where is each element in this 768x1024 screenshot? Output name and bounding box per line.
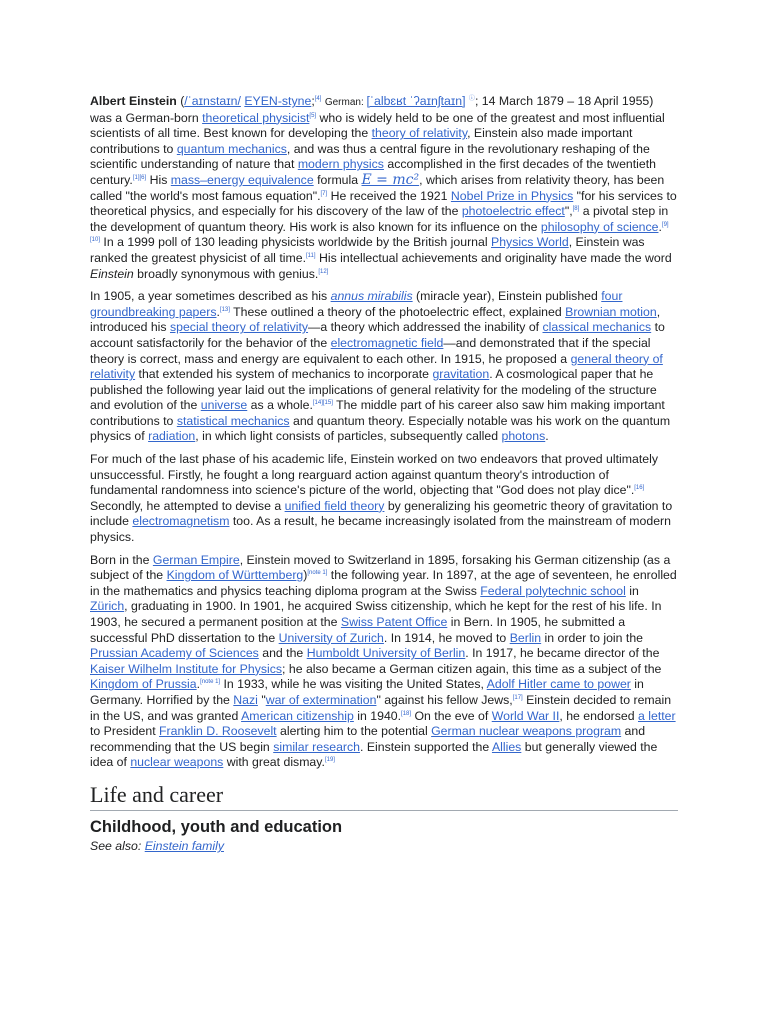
- inline-link[interactable]: American citizenship: [241, 708, 354, 723]
- text-run: In 1933, while he was visiting the United States,: [220, 677, 487, 692]
- inline-link[interactable]: photoelectric effect: [461, 204, 565, 219]
- text-run: in 1940.: [353, 708, 402, 723]
- text-run: , introduced his: [90, 304, 661, 335]
- inline-link[interactable]: statistical mechanics: [176, 413, 290, 428]
- text-run: , graduating in 1900. In 1901, he acquired Swiss citizenship, which he kept for the rest of his life. In 1903, he secured a permanent position at the: [90, 599, 662, 629]
- citation-link[interactable]: [17]: [512, 694, 523, 701]
- text-run: Einstein decided to remain in the US, and was granted: [90, 692, 672, 723]
- article-paragraphs: [90, 94, 678, 771]
- text-run: Secondly, he attempted to devise a: [90, 498, 285, 513]
- inline-link[interactable]: Kingdom of Prussia: [90, 677, 197, 692]
- section-heading: Life and career: [90, 781, 678, 811]
- inline-link[interactable]: theory of relativity: [371, 126, 468, 141]
- citation-link[interactable]: [12]: [318, 268, 329, 275]
- inline-link[interactable]: Swiss Patent Office: [340, 615, 448, 629]
- inline-link[interactable]: annus mirabilis: [330, 289, 413, 304]
- inline-link[interactable]: a letter: [638, 708, 676, 723]
- text-run: . Einstein supported the: [359, 739, 492, 754]
- text-run: to account satisfactorily for the behavior of the: [90, 320, 665, 350]
- text-run: His intellectual achievements and originality have made the word: [315, 250, 672, 265]
- citation-link[interactable]: [9][10]: [90, 221, 669, 244]
- text-run: , he endorsed: [559, 708, 638, 723]
- paragraph: [90, 94, 678, 282]
- inline-link[interactable]: Physics World: [491, 235, 569, 250]
- citation-link[interactable]: [4]: [314, 95, 322, 102]
- inline-link[interactable]: Federal polytechnic school: [480, 583, 626, 598]
- citation-link[interactable]: [note 1]: [200, 679, 221, 686]
- text-run: Born in the: [90, 552, 153, 567]
- text-run: .: [545, 429, 549, 444]
- citation-link[interactable]: [11]: [305, 252, 316, 259]
- text-run: the following year. In 1897, at the age of seventeen, he enrolled in the mathematics and physics teaching diploma program at the Swiss: [90, 568, 677, 598]
- text-run: broadly synonymous with genius.: [133, 266, 319, 281]
- text-run: that extended his system of mechanics to incorporate: [135, 367, 433, 382]
- inline-link[interactable]: theoretical physicist: [202, 110, 310, 125]
- citation-link[interactable]: [16]: [634, 485, 645, 492]
- paragraph: [90, 553, 678, 771]
- inline-link[interactable]: Franklin D. Roosevelt: [159, 724, 277, 739]
- text-run: The middle part of his career also saw him making important contributions to: [90, 398, 665, 428]
- text-run: On the eve of: [411, 708, 492, 723]
- inline-link[interactable]: Zürich: [90, 599, 125, 614]
- citation-link[interactable]: [13]: [219, 306, 230, 313]
- text-run: In 1905, a year sometimes described as his: [90, 289, 331, 304]
- text-run: ): [303, 568, 308, 583]
- inline-link[interactable]: Berlin: [509, 630, 542, 645]
- inline-link[interactable]: University of Zurich: [278, 630, 384, 645]
- inline-link[interactable]: similar research: [273, 739, 360, 754]
- inline-link[interactable]: special theory of relativity: [169, 320, 309, 335]
- text-run: .: [196, 677, 201, 692]
- text-run: accomplished in the first decades of the twentieth century.: [90, 157, 656, 187]
- text-run: ",: [564, 204, 573, 219]
- text-run: , Einstein moved to Switzerland in 1895, forsaking his German citizenship (as a subject of the: [90, 552, 671, 583]
- text-run: For much of the last phase of his academic life, Einstein worked on two endeavors that proved ultimately unsuccessful. Firstly, he fought a long rearguard action against quantum theory's introduction of fundamental randomness into science's picture of the world, objecting that "God does not play dice".: [90, 452, 658, 498]
- text-run: as a whole.: [247, 398, 313, 413]
- text-run: with great dismay.: [223, 755, 325, 770]
- text-run: In a 1999 poll of 130 leading physicists worldwide by the British journal: [100, 235, 492, 250]
- inline-link[interactable]: gravitation: [432, 367, 490, 382]
- inline-link[interactable]: war of extermination: [265, 692, 377, 707]
- citation-link[interactable]: [18]: [401, 710, 412, 717]
- inline-link[interactable]: electromagnetic field: [330, 335, 444, 350]
- pronunciation-link[interactable]: /ˈaɪnstaɪn/: [184, 94, 241, 108]
- text-run: who is widely held to be one of the greatest and most influential scientists of all time. Best known for developing the: [90, 110, 665, 141]
- hatnote-link[interactable]: Einstein family: [144, 838, 224, 853]
- inline-link[interactable]: nuclear weapons: [130, 755, 224, 770]
- hatnote: [90, 839, 678, 854]
- inline-link[interactable]: German nuclear weapons program: [431, 724, 622, 739]
- text-run: —a theory which addressed the inability of: [308, 320, 543, 335]
- text-run: to President: [90, 724, 160, 739]
- inline-link[interactable]: Kaiser Wilhelm Institute for Physics: [90, 661, 283, 676]
- paragraph: [90, 289, 678, 445]
- inline-link[interactable]: universe: [200, 398, 248, 413]
- pronunciation-link[interactable]: [ˈalbɛʁt ˈʔaɪnʃtaɪn]: [366, 94, 466, 108]
- text-run: " against his fellow Jews,: [376, 692, 513, 707]
- text-run: but generally viewed the idea of: [90, 739, 658, 770]
- citation-link[interactable]: [7]: [320, 190, 328, 197]
- text-run: by generalizing his geometric theory of gravitation to include: [90, 498, 673, 529]
- inline-link[interactable]: mass–energy equivalence: [170, 172, 314, 187]
- inline-link[interactable]: Brownian motion: [565, 304, 657, 319]
- inline-link[interactable]: Nobel Prize in Physics: [450, 188, 574, 203]
- text-run: ;: [311, 94, 315, 108]
- citation-link[interactable]: [8]: [572, 206, 580, 213]
- text-run: in Germany. Horrified by the: [90, 677, 644, 707]
- text-run: , Einstein was ranked the greatest physicist of all time.: [90, 235, 645, 265]
- text-run: He received the 1921: [327, 188, 451, 203]
- article-body: [90, 94, 678, 854]
- subsection-heading: Childhood, youth and education: [90, 817, 343, 836]
- paragraph: [90, 452, 678, 546]
- text-run: a pivotal step in the development of quantum theory. His work is also known for its influence on the: [90, 204, 669, 234]
- text-run: formula: [313, 172, 362, 187]
- text-run: and quantum theory. Especially notable was his work on the quantum physics of: [90, 413, 671, 444]
- text-run: . In 1917, he became director of the: [465, 646, 660, 661]
- pronunciation-link[interactable]: EYEN-styne: [244, 94, 312, 108]
- text-run: ": [257, 692, 266, 707]
- inline-link[interactable]: quantum mechanics: [176, 141, 287, 156]
- inline-link[interactable]: Allies: [491, 739, 522, 754]
- text-run: ; 14 March 1879 – 18 April 1955) was a German-born: [90, 94, 654, 125]
- citation-link[interactable]: [19]: [324, 757, 335, 764]
- text-run: in: [625, 583, 639, 598]
- text-run: These outlined a theory of the photoelectric effect, explained: [229, 304, 566, 319]
- text-run: —and demonstrated that if the special theory is correct, mass and energy are equivalent to each other. In 1915, he proposed a: [90, 335, 651, 366]
- inline-link[interactable]: classical mechanics: [542, 320, 652, 335]
- text-run: and the: [258, 646, 307, 661]
- inline-link[interactable]: electromagnetism: [132, 514, 230, 529]
- text-run: . A cosmological paper that he published the following year laid out the implications of general relativity for the modeling of the structure and evolution of the: [90, 367, 657, 413]
- formula-link[interactable]: E = mc²: [361, 171, 420, 188]
- inline-link[interactable]: philosophy of science: [540, 219, 659, 234]
- citation-link[interactable]: ⓘ: [468, 95, 475, 102]
- text-run: (: [176, 94, 185, 108]
- text-run: , which arises from relativity theory, has been called "the world's most famous equation".: [90, 172, 665, 203]
- text-run: .: [658, 219, 662, 234]
- inline-link[interactable]: Humboldt University of Berlin: [306, 646, 466, 661]
- inline-link[interactable]: Nazi: [233, 692, 258, 707]
- text-run: and recommending that the US begin: [90, 724, 646, 754]
- italic-text: Einstein: [90, 266, 134, 281]
- inline-link[interactable]: World War II: [491, 708, 560, 723]
- text-run: , and was thus a central figure in the revolutionary reshaping of the scientific understanding of nature that: [90, 141, 650, 172]
- text-run: ; he also became a German citizen again, this time as a subject of the: [282, 661, 662, 676]
- text-run: . In 1914, he moved to: [383, 630, 510, 645]
- inline-link[interactable]: photons: [501, 429, 546, 444]
- text-run: His: [146, 172, 171, 187]
- inline-link[interactable]: German Empire: [152, 552, 240, 567]
- hatnote-prefix: See also:: [90, 838, 145, 853]
- text-run: alerting him to the potential: [276, 724, 432, 739]
- bold-text: Albert Einstein: [90, 94, 177, 108]
- inline-link[interactable]: Kingdom of Württemberg: [166, 568, 304, 583]
- citation-link[interactable]: [5]: [309, 112, 317, 119]
- language-label: German:: [324, 97, 367, 108]
- text-run: "for his services to theoretical physics, and especially for his discovery of the law of the: [90, 188, 677, 219]
- text-run: in order to join the: [541, 630, 643, 645]
- text-run: , in which light consists of particles, subsequently called: [195, 429, 502, 444]
- inline-link[interactable]: Adolf Hitler came to power: [486, 677, 631, 692]
- citation-link[interactable]: [14][15]: [312, 400, 333, 407]
- inline-link[interactable]: modern physics: [297, 157, 384, 172]
- inline-link[interactable]: general theory of relativity: [90, 351, 663, 382]
- inline-link[interactable]: Prussian Academy of Sciences: [90, 646, 259, 661]
- inline-link[interactable]: unified field theory: [284, 498, 385, 513]
- text-run: , Einstein also made important contributions to: [90, 126, 633, 156]
- text-run: .: [216, 304, 220, 319]
- inline-link[interactable]: radiation: [148, 429, 196, 444]
- text-run: in Bern. In 1905, he submitted a successful PhD dissertation to the: [90, 615, 626, 645]
- citation-link[interactable]: [1][6]: [132, 174, 147, 181]
- text-run: too. As a result, he became increasingly isolated from the mainstream of modern physics.: [90, 514, 671, 545]
- inline-link[interactable]: four groundbreaking papers: [90, 289, 623, 319]
- text-run: (miracle year), Einstein published: [412, 289, 602, 304]
- citation-link[interactable]: [note 1]: [307, 570, 328, 577]
